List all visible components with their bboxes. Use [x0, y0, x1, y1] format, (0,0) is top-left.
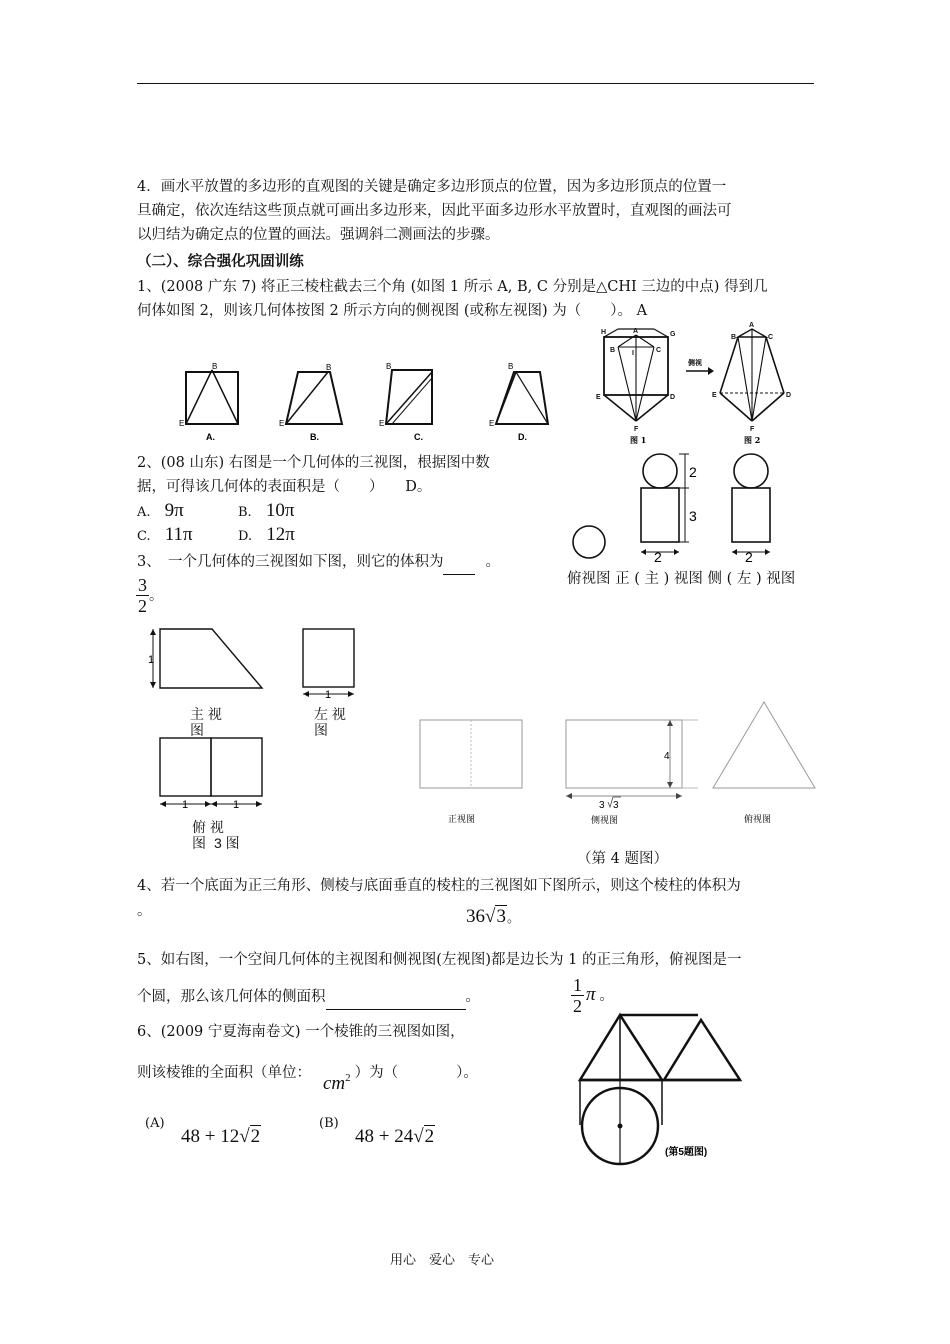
fig1-vertex-d: D: [670, 394, 676, 401]
q2-dim-circle-height: 2: [689, 464, 697, 480]
q6-line-2-tail: ）为（ ）。: [354, 1064, 478, 1081]
q2-option-c: [137, 524, 193, 546]
q3-line: [137, 550, 500, 575]
q2-option-a-value: 9π: [164, 500, 184, 521]
q6-option-a-letter: (A): [145, 1116, 165, 1131]
q6-line-2: [137, 1056, 478, 1094]
q1-options-figure: [170, 360, 590, 450]
q3-answer-blank: [443, 550, 475, 575]
intro-line-3: 以归结为确定点的位置的画法。强调斜二测画法的步骤。: [137, 227, 500, 243]
q1-figure-1: [604, 329, 668, 421]
q4-top-label: 俯视图: [744, 814, 772, 824]
fig1-vertex-e: E: [596, 394, 601, 401]
q5-front-view: [580, 1015, 662, 1080]
q2-side-view-circle: [734, 454, 768, 488]
q3-answer-denominator: 2: [138, 596, 147, 616]
q5-tail: 。: [465, 989, 480, 1005]
q4-answer: 36√3。: [466, 906, 520, 927]
q1-fig2-caption: 图 2: [744, 435, 761, 445]
q3-left-caption: [314, 706, 346, 738]
q2-option-a: [137, 500, 184, 522]
q5-answer-pi: π: [586, 984, 596, 1005]
fig1-vertex-b: B: [610, 347, 616, 354]
q2-figure-caption: 俯视图 正 ( 主 ) 视图 侧 ( 左 ) 视图: [567, 571, 796, 587]
q2-option-a-letter: A.: [137, 505, 151, 520]
q1-opt-a-vertex-e: E: [179, 419, 185, 428]
q2-front-view-circle: [643, 454, 677, 488]
q6-option-a-expr: 48 + 12: [181, 1126, 240, 1147]
q3-top-caption-2-text: 图: [192, 835, 206, 851]
q2-line-1: 2、(08 山东) 右图是一个几何体的三视图，根据图中数: [137, 455, 490, 471]
q4-answer-tail: 。: [506, 911, 520, 926]
q2-option-b: [238, 500, 294, 522]
q3-top-view-left: [160, 738, 211, 796]
q6-option-a-radicand: 2: [250, 1126, 261, 1147]
fig2-vertex-f: F: [750, 426, 755, 433]
q5-answer-blank: [326, 985, 466, 1010]
q1-option-d-figure: [489, 362, 548, 428]
q1-opt-c-vertex-b: B: [386, 362, 392, 371]
q2-dim-front-width: 2: [654, 549, 662, 565]
q3-front-caption-1: 主 视: [190, 706, 222, 722]
intro-line-1: 4．画水平放置的多边形的直观图的关键是确定多边形顶点的位置，因为多边形顶点的位置一: [137, 179, 727, 195]
q3-dim-front-height: 1: [148, 654, 155, 666]
q4-answer-coefficient: 36: [466, 906, 485, 927]
q1-line-2: 何体如图 2，则该几何体按图 2 所示方向的侧视图 (或称左视图) 为（ ）。 A: [137, 303, 648, 319]
q1-figure-2: [720, 329, 784, 421]
q2-three-view-figure: [565, 450, 815, 570]
q1-opt-d-vertex-b: B: [508, 362, 514, 371]
q2-front-view-rect: [641, 488, 679, 542]
page-footer: 用心 爱心 专心: [390, 1253, 495, 1268]
q4-front-label: 正视图: [448, 814, 476, 824]
q1-opt-d-vertex-e: E: [489, 419, 495, 428]
q3-answer-numerator: 3: [138, 575, 147, 595]
q4-three-view-figure: [418, 700, 818, 830]
q2-line-2: 据，可得该几何体的表面积是（ ） D。: [137, 479, 432, 495]
q3-top-view-right: [211, 738, 262, 796]
q6-option-b-letter: (B): [319, 1116, 339, 1131]
q5-answer-numerator: 1: [573, 975, 582, 995]
q2-option-b-value: 10π: [265, 500, 295, 521]
q2-dim-side-width: 2: [745, 549, 753, 565]
q1-opt-b-vertex-e: E: [279, 419, 285, 428]
q3-front-view: [160, 629, 262, 688]
q3-tail: 。: [485, 554, 500, 570]
q5-figure-caption: (第5题图): [665, 1147, 708, 1158]
q2-dim-rect-height: 3: [689, 508, 697, 524]
q4-width-root: 3: [613, 800, 619, 811]
q3-left-caption-1: 左 视: [314, 706, 346, 722]
q1-option-b-label: B.: [310, 432, 319, 442]
q3-answer-fraction: [136, 575, 149, 616]
q6-text: 则该棱锥的全面积（单位：: [137, 1064, 311, 1081]
q1-option-c-label: C.: [414, 432, 423, 442]
q3-front-caption-2: 图: [190, 722, 204, 738]
fig2-vertex-e: E: [712, 392, 717, 399]
q5-answer-tail: 。: [599, 988, 614, 1004]
q2-option-b-letter: B.: [238, 505, 252, 520]
q3-top-caption-2: [192, 835, 240, 851]
q1-opt-c-vertex-e: E: [379, 419, 385, 428]
q4-top-view: [713, 702, 815, 788]
q3-dim-top-width-1: 1: [182, 799, 189, 811]
q3-top-caption: [192, 819, 240, 851]
q4-line-2: 。: [137, 903, 152, 919]
fig1-vertex-i: I: [632, 350, 634, 357]
q3-left-caption-2: 图: [314, 722, 328, 738]
q5-line-1: 5、如右图，一个空间几何体的主视图和侧视图(左视图)都是边长为 1 的正三角形，俯视图是一: [137, 952, 742, 968]
q2-option-d-letter: D.: [238, 529, 253, 544]
fig1-vertex-f: F: [634, 426, 639, 433]
q4-height-label: 4: [664, 751, 670, 762]
q1-side-view-arrow-label: 侧视: [688, 358, 702, 367]
q1-opt-b-vertex-b: B: [326, 363, 332, 372]
q4-figure-caption: （第 4 题图）: [577, 851, 668, 867]
fig2-vertex-a: A: [749, 322, 755, 329]
q1-prism-figures: [592, 322, 812, 445]
q4-width-coefficient: 3: [599, 800, 605, 811]
q6-option-b: 48 + 24√2: [355, 1126, 435, 1147]
q6-option-a: 48 + 12√2: [181, 1126, 261, 1147]
section-heading: （二）、综合强化巩固训练: [137, 253, 304, 270]
q1-line-1: 1、(2008 广东 7) 将正三棱柱截去三个角 (如图 1 所示 A, B, C 分别是△CHI 三边的中点) 得到几: [137, 279, 768, 295]
q3-answer: [136, 575, 163, 616]
q1-option-c-figure: [379, 362, 432, 428]
intro-line-2: 旦确定，依次连结这些顶点就可画出多边形来，因此平面多边形水平放置时，直观图的画法可: [137, 203, 732, 219]
q1-opt-a-vertex-b: B: [212, 362, 218, 371]
q3-text: 3、 一个几何体的三视图如下图，则它的体积为: [137, 554, 444, 570]
q6-unit: cm: [323, 1072, 346, 1094]
header-rule: [137, 83, 814, 84]
q6-unit-exponent: 2: [345, 1072, 351, 1084]
fig2-vertex-d: D: [786, 392, 792, 399]
q4-side-label: 侧视图: [591, 815, 619, 825]
q5-text: 个圆，那么该几何体的侧面积: [137, 989, 326, 1005]
q1-fig1-caption: 图 1: [630, 435, 647, 445]
q4-answer-radicand: 3: [496, 906, 506, 927]
q5-side-view: [664, 1020, 740, 1080]
q3-dim-left-width: 1: [325, 689, 332, 701]
fig1-vertex-h: H: [601, 329, 607, 336]
q3-front-caption: [190, 706, 222, 738]
q3-top-caption-1: 俯 视: [192, 819, 224, 835]
q1-option-b-figure: [279, 363, 342, 428]
q5-three-view-figure: [578, 1005, 748, 1175]
q2-option-d-value: 12π: [266, 524, 295, 545]
q3-answer-tail: 。: [149, 588, 163, 604]
fig1-vertex-a: A: [633, 328, 639, 335]
q6-line-1: 6、(2009 宁夏海南卷文) 一个棱锥的三视图如图，: [137, 1024, 465, 1040]
fig2-vertex-b: B: [731, 334, 737, 341]
q2-option-c-value: 11π: [164, 524, 193, 545]
q6-option-b-radicand: 2: [424, 1126, 435, 1147]
q1-option-d-label: D.: [518, 432, 527, 442]
q3-figure-number: 3 图: [214, 835, 240, 851]
q5-answer-denominator: 2: [573, 996, 582, 1016]
q2-option-c-letter: C.: [137, 529, 151, 544]
fig1-vertex-c: C: [656, 347, 662, 354]
q2-top-view-circle: [573, 526, 605, 558]
q1-option-a-figure: [179, 362, 238, 428]
q3-left-view: [303, 629, 354, 687]
q5-line-2: [137, 985, 480, 1010]
q4-line-1: 4、若一个底面为正三角形、侧棱与底面垂直的棱柱的三视图如下图所示，则这个棱柱的体积为: [137, 878, 741, 894]
q2-side-view-rect: [732, 488, 770, 542]
q1-option-a-label: A.: [206, 432, 215, 442]
q6-option-b-expr: 48 + 24: [355, 1126, 414, 1147]
q2-option-d: [238, 524, 295, 546]
fig2-vertex-c: C: [768, 334, 774, 341]
fig1-vertex-g: G: [670, 331, 676, 338]
q3-dim-top-width-2: 1: [233, 799, 240, 811]
